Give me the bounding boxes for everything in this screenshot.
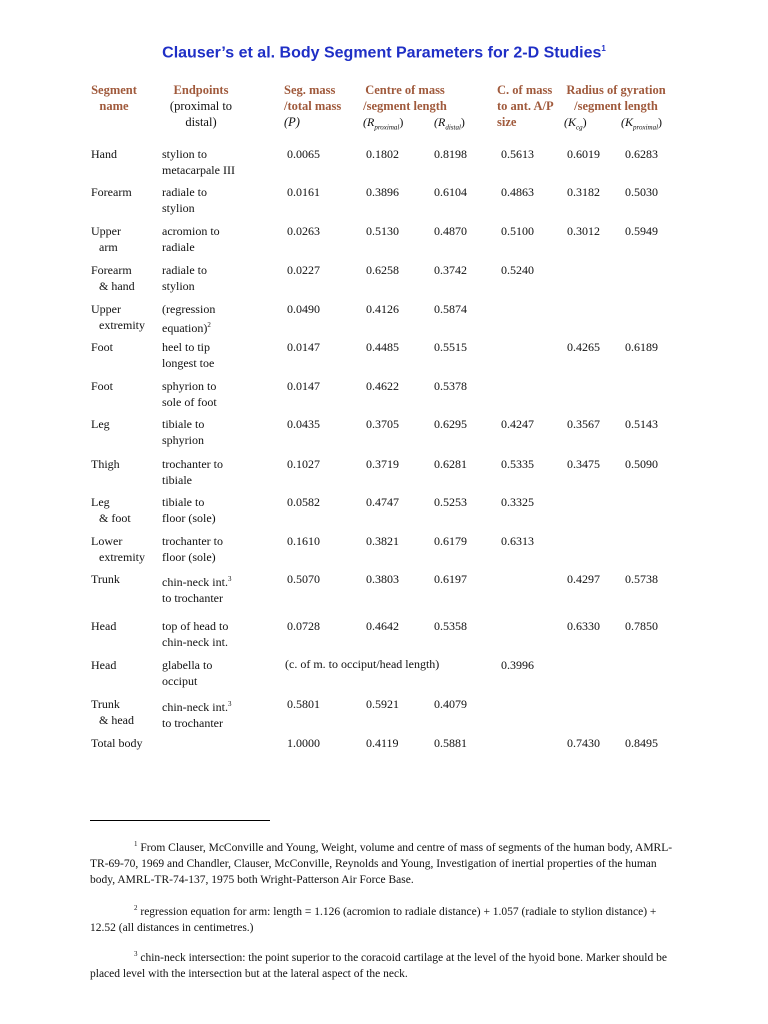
footnote-3-mark: 3 (134, 950, 138, 958)
segment-name-line: Forearm (91, 263, 132, 277)
cell-rp: 0.3803 (366, 572, 399, 586)
header-k-proximal-main: (K (621, 115, 633, 129)
endpoints-line (162, 571, 231, 590)
header-seg-mass-line1: Seg. mass (284, 83, 336, 97)
segment-name-line: Leg (91, 417, 110, 431)
cell-kp: 0.7850 (625, 619, 658, 633)
cell-cm: 0.6313 (501, 534, 534, 548)
endpoints-line (162, 317, 215, 336)
endpoints-line (162, 533, 223, 549)
cell-rp: 0.4485 (366, 340, 399, 354)
cell-kp: 0.8495 (625, 736, 658, 750)
cell-rd: 0.6104 (434, 185, 467, 199)
header-cofmass-line2: to ant. A/P (497, 99, 554, 113)
cell-rp: 0.1802 (366, 147, 399, 161)
segment-name-line: Upper (91, 302, 121, 316)
page-title (0, 44, 768, 62)
cell-p: 0.5070 (287, 572, 320, 586)
row-endpoints (162, 339, 214, 371)
header-radius (564, 82, 668, 114)
cell-rd: 0.3742 (434, 263, 467, 277)
cell-rp: 0.3896 (366, 185, 399, 199)
cell-rd: 0.5358 (434, 619, 467, 633)
segment-name-line: arm (99, 240, 118, 254)
cell-rd: 0.5881 (434, 736, 467, 750)
endpoints-line (162, 378, 217, 394)
endpoints-line (162, 657, 212, 673)
endpoints-line (162, 162, 235, 178)
cell-rd: 0.6197 (434, 572, 467, 586)
cell-p: 0.1610 (287, 534, 320, 548)
header-r-distal-main: (R (434, 115, 446, 129)
cell-p: 0.1027 (287, 457, 320, 471)
cell-p: 0.0582 (287, 495, 320, 509)
endpoints-text: tibiale to (162, 417, 205, 431)
row-endpoints (162, 456, 223, 488)
endpoints-line (162, 301, 215, 317)
cell-cm: 0.5240 (501, 263, 534, 277)
endpoints-text: heel to tip (162, 340, 210, 354)
cell-kp: 0.6283 (625, 147, 658, 161)
cell-rd: 0.4079 (434, 697, 467, 711)
endpoints-text: longest toe (162, 356, 215, 370)
endpoints-line (162, 456, 223, 472)
endpoints-text: floor (sole) (162, 511, 216, 525)
cell-rp: 0.3705 (366, 417, 399, 431)
cell-rp: 0.4126 (366, 302, 399, 316)
header-k-proximal-sub: proximal (633, 123, 659, 132)
endpoints-text: top of head to (162, 619, 229, 633)
cell-p: 0.0728 (287, 619, 320, 633)
cell-rd: 0.8198 (434, 147, 467, 161)
cell-kp: 0.5738 (625, 572, 658, 586)
segment-name-line: & hand (99, 279, 135, 293)
endpoints-line (162, 262, 207, 278)
header-r-proximal-main: (R (363, 115, 375, 129)
cell-rd: 0.6295 (434, 417, 467, 431)
row-endpoints (162, 618, 228, 650)
endpoints-text: occiput (162, 674, 198, 688)
header-segment (90, 82, 138, 114)
endpoints-line (162, 634, 228, 650)
endpoints-text: (regression (162, 302, 216, 316)
row-segment-name (91, 696, 134, 728)
endpoints-text: acromion to (162, 224, 220, 238)
endpoints-line (162, 618, 228, 634)
cell-p: 0.0263 (287, 224, 320, 238)
endpoints-line (162, 278, 207, 294)
row-segment-name (91, 533, 145, 565)
header-r-proximal-sub: proximal (374, 123, 400, 132)
header-k-cg-main: (K (564, 115, 576, 129)
cell-rd: 0.5874 (434, 302, 467, 316)
endpoints-footnote-mark: 2 (207, 321, 211, 329)
endpoints-line (162, 146, 235, 162)
row-segment-name (91, 378, 113, 394)
header-cofmass (497, 82, 554, 130)
row-endpoints (162, 223, 220, 255)
cell-rp: 0.4622 (366, 379, 399, 393)
cell-rd: 0.6281 (434, 457, 467, 471)
endpoints-line (162, 494, 216, 510)
row-endpoints (162, 416, 204, 448)
endpoints-line (162, 223, 220, 239)
endpoints-line (162, 339, 214, 355)
cell-rd: 0.4870 (434, 224, 467, 238)
row-endpoints (162, 494, 216, 526)
cell-kcg: 0.4297 (567, 572, 600, 586)
endpoints-text: sphyrion to (162, 379, 217, 393)
header-endpoints (166, 82, 236, 130)
cell-cm: 0.5335 (501, 457, 534, 471)
endpoints-line (162, 510, 216, 526)
header-r-distal-sub: distal (445, 123, 461, 132)
cell-cm: 0.5613 (501, 147, 534, 161)
cell-kcg: 0.6330 (567, 619, 600, 633)
cell-kp: 0.5949 (625, 224, 658, 238)
cell-rd: 0.5253 (434, 495, 467, 509)
cell-kcg: 0.3567 (567, 417, 600, 431)
endpoints-line (162, 696, 231, 715)
row-endpoints (162, 533, 223, 565)
cell-kcg: 0.4265 (567, 340, 600, 354)
endpoints-text: tibiale (162, 473, 192, 487)
endpoints-line (162, 394, 217, 410)
segment-name-line: Total body (91, 736, 143, 750)
footnote-rule (90, 820, 270, 821)
cell-rp: 0.4747 (366, 495, 399, 509)
cell-p: 0.0490 (287, 302, 320, 316)
endpoints-text: metacarpale III (162, 163, 235, 177)
endpoints-text: trochanter to (162, 457, 223, 471)
cell-rp: 0.4119 (366, 736, 399, 750)
cell-kp: 0.5090 (625, 457, 658, 471)
header-segment-line2: name (99, 99, 129, 113)
endpoints-line (162, 355, 214, 371)
cell-rd: 0.5378 (434, 379, 467, 393)
segment-name-line: Lower (91, 534, 123, 548)
cell-rp: 0.5130 (366, 224, 399, 238)
cell-rp: 0.3821 (366, 534, 399, 548)
cell-p: 0.0161 (287, 185, 320, 199)
row-segment-name (91, 262, 135, 294)
row-endpoints (162, 657, 212, 689)
header-k-cg-sub: cg (576, 123, 583, 132)
row-endpoints (162, 262, 207, 294)
segment-name-line: & foot (99, 511, 131, 525)
header-com-line2: /segment length (363, 99, 447, 113)
segment-name-line: Trunk (91, 572, 120, 586)
cell-kcg: 0.3475 (567, 457, 600, 471)
endpoints-line (162, 472, 223, 488)
row-endpoints (162, 696, 231, 731)
cell-rp: 0.5921 (366, 697, 399, 711)
footnote-3-text: chin-neck intersection: the point superior to the coracoid cartilage at the level of the hyoid bone. Marker should be placed level with the intersection but at the lateral aspect of the neck. (90, 951, 667, 980)
header-com-line1: Centre of mass (365, 83, 445, 97)
header-endpoints-line3: distal) (185, 115, 217, 129)
cell-rd: 0.6179 (434, 534, 467, 548)
header-seg-mass-line2: /total mass (284, 99, 342, 113)
endpoints-text: tibiale to (162, 495, 205, 509)
segment-name-line: Head (91, 658, 117, 672)
endpoints-text: to trochanter (162, 591, 223, 605)
segment-name-line: extremity (99, 318, 145, 332)
footnote-1 (90, 836, 680, 888)
endpoints-text: glabella to (162, 658, 213, 672)
cell-cm: 0.5100 (501, 224, 534, 238)
row-segment-name (91, 456, 120, 472)
header-cofmass-line1: C. of mass (497, 83, 553, 97)
header-seg-mass-line3: (P) (284, 115, 300, 129)
cell-p: 0.0147 (287, 340, 320, 354)
row-endpoints (162, 301, 215, 336)
header-radius-line2: /segment length (574, 99, 658, 113)
header-radius-line1: Radius of gyration (566, 83, 666, 97)
header-endpoints-line1: Endpoints (173, 83, 229, 97)
row-segment-name (91, 657, 116, 673)
endpoints-text: chin-neck int. (162, 575, 228, 589)
footnote-2 (90, 900, 680, 936)
segment-name-line: Head (91, 619, 117, 633)
header-centre-of-mass (360, 82, 450, 114)
row-segment-name (91, 146, 117, 162)
cell-cm: 0.4863 (501, 185, 534, 199)
endpoints-text: trochanter to (162, 534, 223, 548)
endpoints-text: chin-neck int. (162, 635, 228, 649)
endpoints-text: radiale to (162, 263, 207, 277)
cell-p: 0.0227 (287, 263, 320, 277)
segment-name-line: Trunk (91, 697, 120, 711)
row-segment-name (91, 184, 132, 200)
endpoints-line (162, 432, 204, 448)
endpoints-text: sole of foot (162, 395, 217, 409)
row-endpoints (162, 571, 231, 606)
cell-p: 0.0065 (287, 147, 320, 161)
cell-kp: 0.5030 (625, 185, 658, 199)
endpoints-line (162, 549, 223, 565)
cell-p: 0.0435 (287, 417, 320, 431)
footnote-3 (90, 946, 680, 982)
endpoints-footnote-mark: 3 (227, 575, 232, 583)
cell-kcg: 0.3182 (567, 185, 600, 199)
cell-kp: 0.5143 (625, 417, 658, 431)
segment-name-line: Forearm (91, 185, 132, 199)
endpoints-text: stylion to (162, 147, 208, 161)
segment-name-line: Foot (91, 379, 114, 393)
footnote-2-mark: 2 (134, 904, 138, 912)
cell-cm: 0.4247 (501, 417, 534, 431)
row-endpoints (162, 378, 217, 410)
cell-p: 0.0147 (287, 379, 320, 393)
footnote-2-text: regression equation for arm: length = 1.126 (acromion to radiale distance) + 1.057 (radiale to stylion distance) + 12.52 (all distances in centimetres.) (90, 905, 657, 934)
endpoints-line (162, 590, 231, 606)
cell-rp: 0.3719 (366, 457, 399, 471)
footnote-1-text: From Clauser, McConville and Young, Weight, volume and centre of mass of segments of the human body, AMRL-TR-69-70, 1969 and Chandler, Clauser, McConville, Reynolds and Young, Investigation of inertial properties of the human body, AMRL-TR-74-137, 1975 both Wright-Patterson Air Force Base. (90, 841, 673, 886)
cell-kcg: 0.6019 (567, 147, 600, 161)
row-segment-name (91, 494, 131, 526)
cell-cm: 0.3325 (501, 495, 534, 509)
cell-kp: 0.6189 (625, 340, 658, 354)
endpoints-text: stylion (162, 201, 195, 215)
row-segment-name (91, 416, 110, 432)
endpoints-text: radiale (162, 240, 195, 254)
header-cofmass-line3: size (497, 115, 517, 129)
header-r-distal: $(R_{distal})$ (434, 115, 465, 132)
row-endpoints (162, 184, 207, 216)
row-segment-name (91, 301, 145, 333)
cell-kcg: 0.7430 (567, 736, 600, 750)
endpoints-line (162, 200, 207, 216)
row-segment-name (91, 339, 113, 355)
endpoints-text: floor (sole) (162, 550, 216, 564)
row-segment-name (91, 735, 143, 751)
cell-rp: 0.6258 (366, 263, 399, 277)
row-segment-name (91, 618, 116, 634)
endpoints-line (162, 239, 220, 255)
endpoints-line (162, 184, 207, 200)
segment-name-line: extremity (99, 550, 145, 564)
segment-name-line: Leg (91, 495, 110, 509)
endpoints-line (162, 673, 212, 689)
cell-rd: 0.5515 (434, 340, 467, 354)
endpoints-line (162, 715, 231, 731)
row-segment-name (91, 223, 121, 255)
endpoints-text: chin-neck int. (162, 700, 228, 714)
endpoints-text: to trochanter (162, 716, 223, 730)
row-segment-name (91, 571, 120, 587)
endpoints-text: equation) (162, 321, 208, 335)
header-k-proximal: $(K_{proximal})$ (621, 115, 663, 132)
cell-p: 0.5801 (287, 697, 320, 711)
segment-name-line: & head (99, 713, 134, 727)
segment-name-line: Hand (91, 147, 117, 161)
endpoints-line (162, 416, 204, 432)
endpoints-text: sphyrion (162, 433, 204, 447)
segment-name-line: Upper (91, 224, 121, 238)
cell-cm: 0.3996 (501, 658, 534, 672)
endpoints-text: radiale to (162, 185, 207, 199)
row-note: (c. of m. to occiput/head length) (285, 657, 440, 671)
header-seg-mass (284, 82, 341, 130)
cell-p: 1.0000 (287, 736, 320, 750)
segment-name-line: Foot (91, 340, 114, 354)
header-endpoints-line2: (proximal to (169, 99, 233, 113)
segment-name-line: Thigh (91, 457, 120, 471)
header-k-cg: $(K_{cg})$ (564, 115, 587, 132)
header-segment-line1: Segment (91, 83, 137, 97)
title-text: Clauser’s et al. Body Segment Parameters for 2-D Studies (162, 44, 602, 62)
row-endpoints (162, 146, 235, 178)
title-footnote-mark: 1 (601, 44, 606, 53)
endpoints-footnote-mark: 3 (227, 700, 232, 708)
cell-rp: 0.4642 (366, 619, 399, 633)
header-r-proximal: $(R_{proximal})$ (363, 115, 404, 132)
cell-kcg: 0.3012 (567, 224, 600, 238)
footnote-1-mark: 1 (134, 840, 138, 848)
endpoints-text: stylion (162, 279, 195, 293)
